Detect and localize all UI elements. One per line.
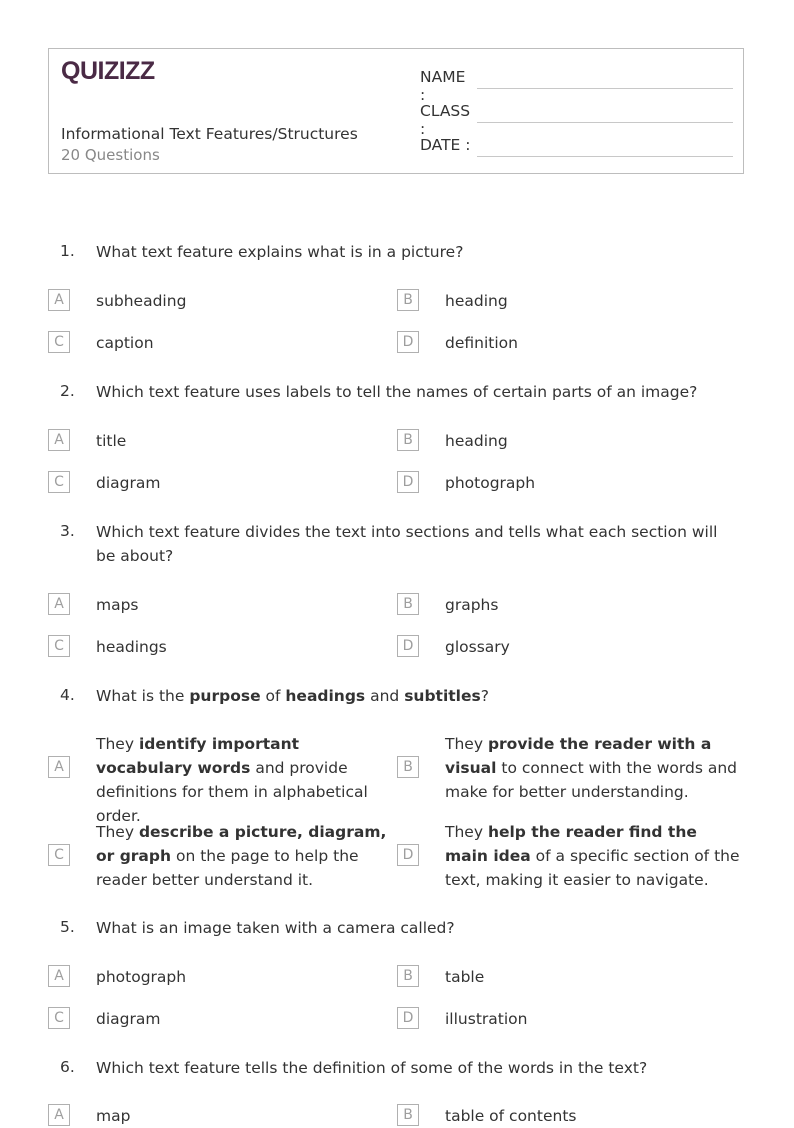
- option-letter-box: A: [48, 593, 70, 615]
- option-letter-box: A: [48, 1104, 70, 1126]
- question-count: 20 Questions: [61, 146, 160, 164]
- option-text: caption: [96, 334, 154, 352]
- option-letter-box: D: [397, 471, 419, 493]
- date-line[interactable]: [477, 156, 733, 157]
- option-text: definition: [445, 334, 518, 352]
- option-text: heading: [445, 432, 508, 450]
- option-letter-box: D: [397, 1007, 419, 1029]
- option-letter-box: B: [397, 593, 419, 615]
- quizizz-logo: QUIZIZZ: [61, 57, 155, 85]
- option-text: They describe a picture, diagram, or graph on the page to help the reader better understand it.: [96, 823, 387, 889]
- option-letter-box: C: [48, 844, 70, 866]
- option-text: headings: [96, 638, 167, 656]
- class-line[interactable]: [477, 122, 733, 123]
- question-number: 1.: [60, 242, 75, 260]
- option-letter-box: B: [397, 756, 419, 778]
- name-line[interactable]: [477, 88, 733, 89]
- name-label: NAME :: [420, 68, 466, 104]
- option-letter-box: C: [48, 1007, 70, 1029]
- option-text: heading: [445, 292, 508, 310]
- option-letter-box: A: [48, 756, 70, 778]
- option-letter-box: C: [48, 471, 70, 493]
- option-letter-box: D: [397, 331, 419, 353]
- option-text: photograph: [445, 474, 536, 492]
- option-text: They identify important vocabulary words and provide definitions for them in alphabetical order.: [96, 735, 368, 825]
- class-field[interactable]: [420, 102, 475, 138]
- option-text: table of contents: [445, 1107, 577, 1125]
- option-text: diagram: [96, 1010, 161, 1028]
- question-text: Which text feature divides the text into sections and tells what each section will be about?: [96, 523, 718, 565]
- option-letter-box: D: [397, 635, 419, 657]
- option-text: title: [96, 432, 127, 450]
- option-letter-box: A: [48, 289, 70, 311]
- question-number: 4.: [60, 686, 75, 704]
- option-text: glossary: [445, 638, 510, 656]
- option-letter-box: C: [48, 635, 70, 657]
- worksheet-title: Informational Text Features/Structures: [61, 125, 358, 143]
- question-text: What is the purpose of headings and subtitles?: [96, 687, 489, 705]
- question-number: 5.: [60, 918, 75, 936]
- option-letter-box: B: [397, 965, 419, 987]
- option-letter-box: C: [48, 331, 70, 353]
- question-number: 2.: [60, 382, 75, 400]
- question-text: Which text feature uses labels to tell the names of certain parts of an image?: [96, 383, 698, 401]
- date-label: DATE :: [420, 136, 471, 154]
- option-text: They provide the reader with a visual to connect with the words and make for better understanding.: [445, 735, 738, 801]
- option-text: table: [445, 968, 485, 986]
- class-label: CLASS :: [420, 102, 471, 138]
- date-field[interactable]: [420, 136, 475, 154]
- option-text: map: [96, 1107, 131, 1125]
- name-field[interactable]: [420, 68, 475, 104]
- option-text: illustration: [445, 1010, 528, 1028]
- option-letter-box: A: [48, 965, 70, 987]
- question-number: 6.: [60, 1058, 75, 1076]
- option-text: maps: [96, 596, 139, 614]
- option-letter-box: D: [397, 844, 419, 866]
- option-text: diagram: [96, 474, 161, 492]
- option-letter-box: B: [397, 289, 419, 311]
- option-text: subheading: [96, 292, 187, 310]
- option-text: They help the reader find the main idea of a specific section of the text, making it easier to navigate.: [445, 823, 740, 889]
- question-text: Which text feature tells the definition of some of the words in the text?: [96, 1059, 648, 1077]
- option-text: graphs: [445, 596, 499, 614]
- option-letter-box: B: [397, 1104, 419, 1126]
- question-text: What text feature explains what is in a picture?: [96, 243, 464, 261]
- worksheet-header: [48, 48, 744, 174]
- question-number: 3.: [60, 522, 75, 540]
- option-text: photograph: [96, 968, 187, 986]
- option-letter-box: A: [48, 429, 70, 451]
- option-letter-box: B: [397, 429, 419, 451]
- question-text: What is an image taken with a camera called?: [96, 919, 455, 937]
